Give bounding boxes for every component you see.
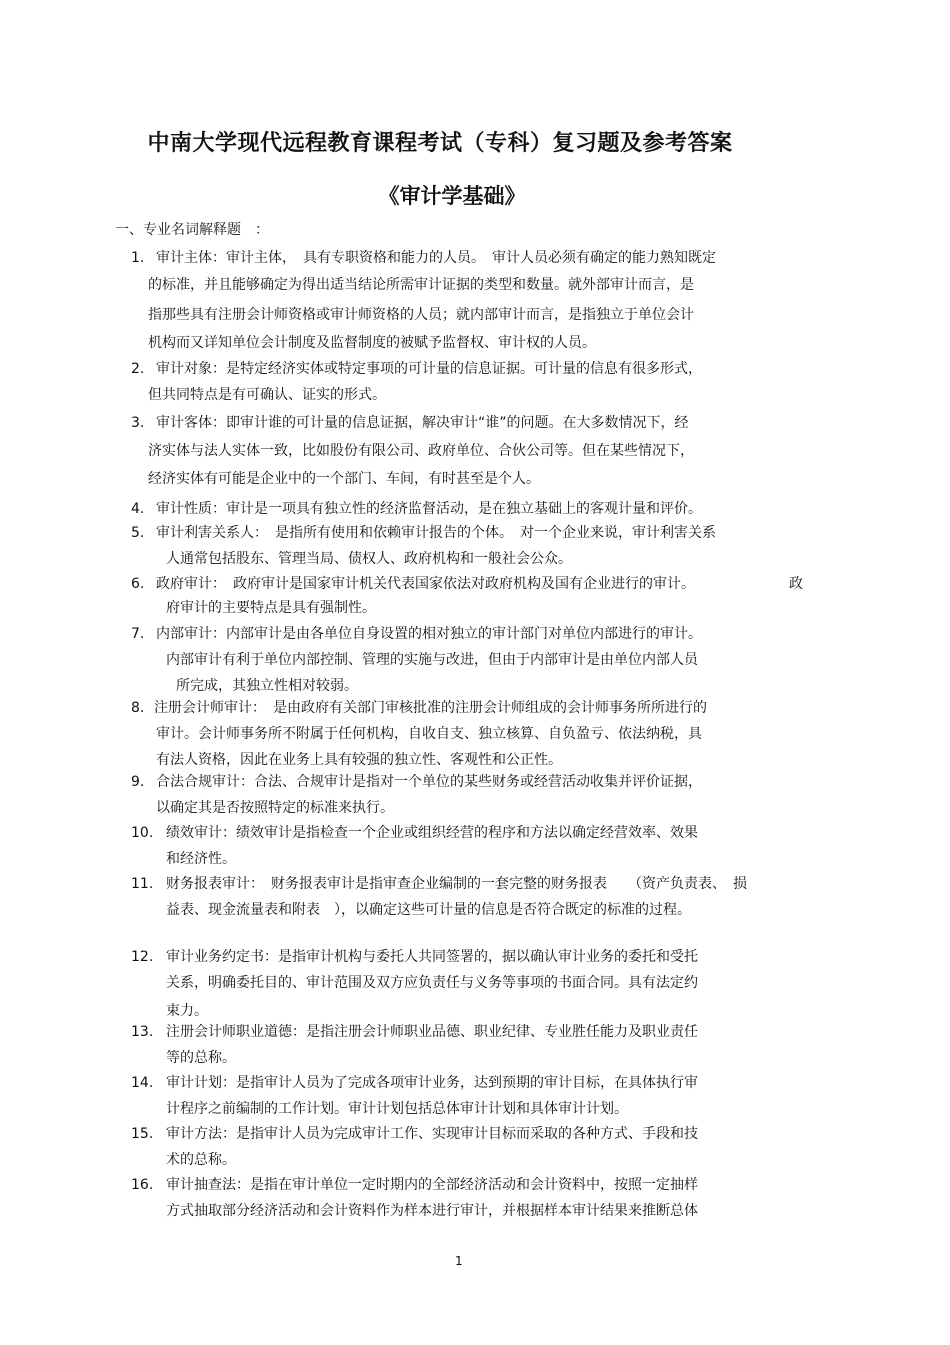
term-definition-line: 审计对象：是特定经济实体或特定事项的可计量的信息证据。可计量的信息有很多形式， xyxy=(156,361,702,377)
term-number: 8. xyxy=(131,700,145,716)
document-title: 中南大学现代远程教育课程考试（专科）复习题及参考答案 xyxy=(147,131,733,156)
term-continuation-line: 经济实体有可能是企业中的一个部门、车间，有时甚至是个人。 xyxy=(148,471,540,487)
term-definition-line: 审计抽查法：是指在审计单位一定时期内的全部经济活动和会计资料中，按照一定抽样 xyxy=(166,1177,698,1193)
term-definition-line: 审计计划：是指审计人员为了完成各项审计业务，达到预期的审计目标，在具体执行审 xyxy=(166,1075,698,1091)
term-definition-line: 审计主体：审计主体， 具有专职资格和能力的人员。 审计人员必须有确定的能力熟知既定 xyxy=(156,250,716,266)
term-definition-line: 审计方法：是指审计人员为完成审计工作、实现审计目标而采取的各种方式、手段和技 xyxy=(166,1126,698,1142)
term-number: 9. xyxy=(131,774,145,790)
term-continuation-line: 所完成，其独立性相对较弱。 xyxy=(176,678,358,694)
term-number: 5. xyxy=(131,525,145,541)
term-continuation-line: 审计。会计师事务所不附属于任何机构，自收自支、独立核算、自负盈亏、依法纳税，具 xyxy=(156,726,702,742)
term-continuation-line: 益表、现金流量表和附表 ），以确定这些可计量的信息是否符合既定的标准的过程。 xyxy=(166,902,691,918)
term-continuation-line: 术的总称。 xyxy=(166,1152,236,1168)
term-continuation-line: 以确定其是否按照特定的标准来执行。 xyxy=(156,800,394,816)
term-continuation-line: 济实体与法人实体一致，比如股份有限公司、政府单位、合伙公司等。但在某些情况下， xyxy=(148,443,694,459)
term-number: 13. xyxy=(131,1024,154,1040)
term-definition-line: 审计利害关系人： 是指所有使用和依赖审计报告的个体。 对一个企业来说，审计利害关系 xyxy=(156,525,716,541)
term-continuation-line: 束力。 xyxy=(166,1003,208,1019)
term-continuation-line: 的标准，并且能够确定为得出适当结论所需审计证据的类型和数量。就外部审计而言，是 xyxy=(148,277,694,293)
term-number: 11. xyxy=(131,876,154,892)
document-subtitle: 《审计学基础》 xyxy=(378,183,526,208)
term-definition-line: 绩效审计：绩效审计是指检查一个企业或组织经营的程序和方法以确定经营效率、效果 xyxy=(166,825,698,841)
term-definition-line: 财务报表审计： 财务报表审计是指审查企业编制的一套完整的财务报表 （资产负责表、 损 xyxy=(166,876,747,892)
term-number: 1. xyxy=(131,250,145,266)
term-number: 2. xyxy=(131,361,145,377)
term-continuation-line: 和经济性。 xyxy=(166,851,236,867)
term-definition-line: 注册会计师职业道德：是指注册会计师职业品德、职业纪律、专业胜任能力及职业责任 xyxy=(166,1024,698,1040)
term-number: 4. xyxy=(131,501,145,517)
term-number: 16. xyxy=(131,1177,154,1193)
term-number: 12. xyxy=(131,949,154,965)
term-number: 15. xyxy=(131,1126,154,1142)
term-continuation-line: 府审计的主要特点是具有强制性。 xyxy=(166,600,376,616)
term-definition-line: 注册会计师审计： 是由政府有关部门审核批准的注册会计师组成的会计师事务所所进行的 xyxy=(154,700,707,716)
term-number: 10. xyxy=(131,825,154,841)
term-continuation-line: 关系，明确委托目的、审计范围及双方应负责任与义务等事项的书面合同。具有法定约 xyxy=(166,975,698,991)
term-definition-line: 内部审计：内部审计是由各单位自身设置的相对独立的审计部门对单位内部进行的审计。 xyxy=(156,626,702,642)
term-continuation-line: 方式抽取部分经济活动和会计资料作为样本进行审计，并根据样本审计结果来推断总体 xyxy=(166,1203,698,1219)
term-number: 7. xyxy=(131,626,145,642)
term-definition-line: 政府审计： 政府审计是国家审计机关代表国家依法对政府机构及国有企业进行的审计。 xyxy=(156,576,695,592)
term-continuation-line: 但共同特点是有可确认、证实的形式。 xyxy=(148,387,386,403)
page-number: 1 xyxy=(455,1254,463,1268)
term-continuation-line: 指那些具有注册会计师资格或审计师资格的人员；就内部审计而言，是指独立于单位会计 xyxy=(148,307,694,323)
term-continuation-line: 机构而又详知单位会计制度及监督制度的被赋予监督权、审计权的人员。 xyxy=(148,335,596,351)
term-definition-line: 审计性质：审计是一项具有独立性的经济监督活动，是在独立基础上的客观计量和评价。 xyxy=(156,501,702,517)
term-definition-line: 审计客体：即审计谁的可计量的信息证据，解决审计“谁”的问题。在大多数情况下，经 xyxy=(156,415,689,431)
term-continuation-line: 计程序之前编制的工作计划。审计计划包括总体审计计划和具体审计计划。 xyxy=(166,1101,628,1117)
term-number: 14. xyxy=(131,1075,154,1091)
term-definition-line: 审计业务约定书：是指审计机构与委托人共同签署的，据以确认审计业务的委托和受托 xyxy=(166,949,698,965)
term-number: 6. xyxy=(131,576,145,592)
term-line-tail: 政 xyxy=(789,576,803,592)
section-heading: 一、专业名词解释题 ： xyxy=(115,222,269,238)
term-definition-line: 合法合规审计：合法、合规审计是指对一个单位的某些财务或经营活动收集并评价证据， xyxy=(156,774,702,790)
term-continuation-line: 有法人资格，因此在业务上具有较强的独立性、客观性和公正性。 xyxy=(156,752,562,768)
term-continuation-line: 内部审计有利于单位内部控制、管理的实施与改进，但由于内部审计是由单位内部人员 xyxy=(166,652,698,668)
term-number: 3. xyxy=(131,415,145,431)
term-continuation-line: 等的总称。 xyxy=(166,1050,236,1066)
term-continuation-line: 人通常包括股东、管理当局、债权人、政府机构和一般社会公众。 xyxy=(166,551,572,567)
